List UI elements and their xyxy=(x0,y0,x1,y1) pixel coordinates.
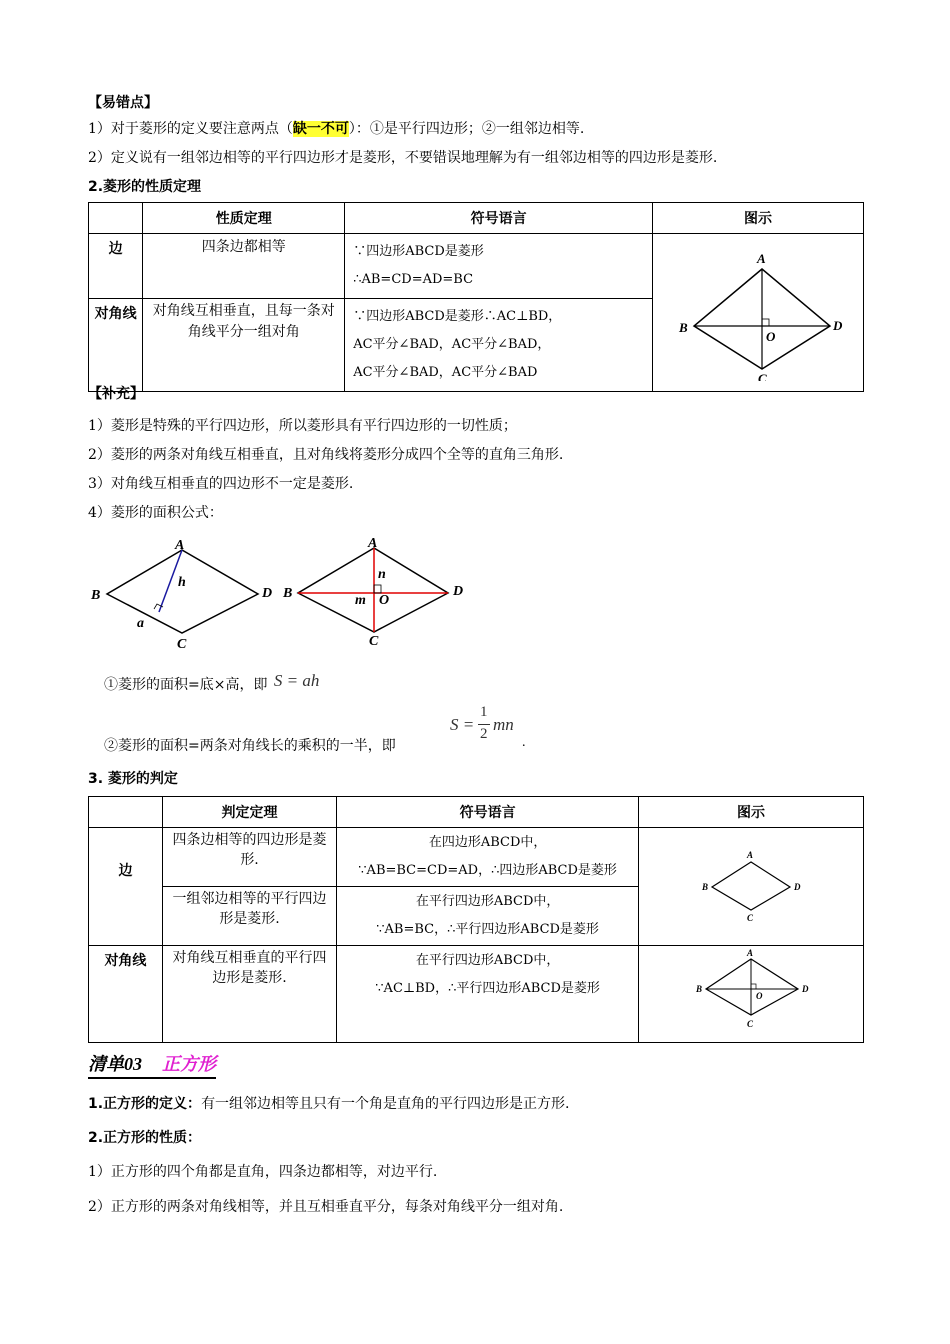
area2-numerator: 1 xyxy=(480,704,488,720)
judg-r1-theorem: 四条边相等的四边形是菱形. xyxy=(162,828,336,887)
small2-label-a: A xyxy=(747,948,754,958)
th-empty xyxy=(89,203,143,234)
sym-line: ∵AC⊥BD，∴平行四边形ABCD是菱形 xyxy=(375,981,600,996)
row-diag-theorem: 对角线互相垂直，且每一条对角线平分一组对角 xyxy=(143,299,345,392)
sym-line: ∵AB=BC=CD=AD，∴四边形ABCD是菱形 xyxy=(358,863,617,878)
rhombus-diagonal-figure xyxy=(298,548,448,632)
fig2-label-d: D xyxy=(453,584,464,599)
properties-figure-cell xyxy=(653,234,864,392)
center-right-angle xyxy=(374,585,381,593)
small2-label-o: O xyxy=(756,991,763,1001)
supplement-line-1: 1）菱形是特殊的平行四边形，所以菱形具有平行四边形的一切性质； xyxy=(88,418,517,434)
label-a: A xyxy=(757,250,766,266)
right-angle-mark xyxy=(762,319,769,326)
row-diag-symbol xyxy=(345,299,653,392)
supplement-line-3: 3）对角线互相垂直的四边形不一定是菱形. xyxy=(88,476,354,492)
fig1-label-h: h xyxy=(178,575,186,590)
th-symbol: 符号语言 xyxy=(337,797,639,828)
square-def-label: 1.正方形的定义： xyxy=(88,1096,202,1112)
mistake-line-2: 2）定义说有一组邻边相等的平行四边形才是菱形，不要错误地理解为有一组邻边相等的四边形是菱形. xyxy=(88,150,718,166)
small-label-a: A xyxy=(747,849,754,860)
sym-line: ∵四边形ABCD是菱形 xyxy=(353,244,484,259)
rhombus-figure-small xyxy=(640,830,862,940)
judgment-table xyxy=(88,796,864,1043)
small2-label-c: C xyxy=(747,1019,754,1029)
supplement-heading: 【补充】 xyxy=(88,386,144,402)
fig1-label-a-small: a xyxy=(137,616,144,631)
small-label-d: D xyxy=(794,881,801,892)
label-d: D xyxy=(833,317,843,333)
rhombus-diag-figure-small xyxy=(640,947,862,1037)
fig1-label-b: B xyxy=(91,588,101,603)
row-diag-label: 对角线 xyxy=(89,299,143,392)
judg-figure-1-cell xyxy=(639,828,864,946)
sym-line: ∵AB=BC，∴平行四边形ABCD是菱形 xyxy=(376,922,599,937)
area2-s: S = xyxy=(450,715,475,734)
fig1-label-c: C xyxy=(177,637,187,652)
th-figure: 图示 xyxy=(639,797,864,828)
small2-label-b: B xyxy=(696,984,703,994)
row-side-theorem: 四条边都相等 xyxy=(143,234,345,299)
supplement-line-2: 2）菱形的两条对角线互相垂直，且对角线将菱形分成四个全等的直角三角形. xyxy=(88,447,564,463)
area2-period: . xyxy=(522,735,526,750)
square-def-text: 有一组邻边相等且只有一个角是直角的平行四边形是正方形. xyxy=(201,1096,570,1112)
th-figure: 图示 xyxy=(653,203,864,234)
th-empty xyxy=(89,797,163,828)
section-subtitle: 正方形 xyxy=(162,1054,216,1074)
fig2-label-o: O xyxy=(379,593,390,608)
fig1-label-d: D xyxy=(262,586,273,601)
judg-figure-2-cell xyxy=(639,946,864,1043)
area1-text: ①菱形的面积=底×高，即 xyxy=(104,677,268,693)
small-right-angle xyxy=(751,984,756,989)
area-formula-2 xyxy=(450,705,530,755)
area-formula-1 xyxy=(104,671,320,694)
fig2-label-b: B xyxy=(283,586,293,601)
area2-denominator: 2 xyxy=(480,726,488,742)
label-c: C xyxy=(758,370,767,381)
small-label-c: C xyxy=(747,912,754,923)
sym-line: 在平行四边形ABCD中， xyxy=(415,894,560,909)
section-title xyxy=(88,1050,216,1079)
fig2-label-m: m xyxy=(355,593,366,608)
judg-r3-theorem: 对角线互相垂直的平行四边形是菱形. xyxy=(162,946,336,1043)
square-prop-2: 2）正方形的两条对角线相等，并且互相垂直平分，每条对角线平分一组对角. xyxy=(88,1199,564,1215)
square-prop-1: 1）正方形的四个角都是直角，四条边都相等，对边平行. xyxy=(88,1164,438,1180)
judgment-heading: 3. 菱形的判定 xyxy=(88,771,178,787)
small-label-b: B xyxy=(702,881,709,892)
properties-heading: 2.菱形的性质定理 xyxy=(88,179,202,195)
fig2-label-n: n xyxy=(378,567,386,582)
th-theorem: 判定定理 xyxy=(162,797,336,828)
square-prop-heading: 2.正方形的性质： xyxy=(88,1130,202,1146)
judg-r2-theorem: 一组邻边相等的平行四边形是菱形. xyxy=(162,887,336,946)
sym-line: AC平分∠BAD，AC平分∠BAD， xyxy=(353,337,551,352)
fraction-bar xyxy=(478,724,490,725)
sym-line: 在平行四边形ABCD中， xyxy=(415,953,560,968)
label-o: O xyxy=(766,328,776,344)
supplement-line-4: 4）菱形的面积公式： xyxy=(88,505,223,521)
section-number: 清单03 xyxy=(88,1054,142,1074)
judg-diag-label: 对角线 xyxy=(89,946,163,1043)
rhombus-height-figure xyxy=(107,550,258,633)
properties-table xyxy=(88,202,864,392)
sym-line: ∴AB=CD=AD=BC xyxy=(353,272,474,287)
judg-r2-symbol xyxy=(337,887,639,946)
judg-r1-symbol xyxy=(337,828,639,887)
sym-line: 在四边形ABCD中， xyxy=(428,835,547,850)
area-figures xyxy=(85,530,485,655)
area-formula-2-text: ②菱形的面积=两条对角线长的乘积的一半，即 xyxy=(104,738,396,754)
small2-label-d: D xyxy=(802,984,809,994)
fig1-label-a: A xyxy=(175,538,185,553)
mistake-line-1-post: ）：①是平行四边形；②一组邻边相等. xyxy=(348,121,585,137)
rhombus-figure xyxy=(654,241,862,381)
th-symbol: 符号语言 xyxy=(345,203,653,234)
mistake-line-1-pre: 1）对于菱形的定义要注意两点（ xyxy=(88,121,293,137)
small-rhombus xyxy=(712,862,790,910)
easy-mistakes-heading: 【易错点】 xyxy=(88,95,158,111)
label-b: B xyxy=(679,319,688,335)
fig2-label-a: A xyxy=(368,536,378,551)
sym-line: AC平分∠BAD，AC平分∠BAD xyxy=(353,365,538,380)
judg-side-label: 边 xyxy=(89,828,163,946)
small-rhombus-2 xyxy=(706,959,798,1015)
highlight-text: 缺一不可 xyxy=(292,121,349,137)
area2-mn: mn xyxy=(493,715,514,734)
area1-formula: S = ah xyxy=(273,671,320,690)
row-side-symbol xyxy=(345,234,653,299)
th-theorem: 性质定理 xyxy=(143,203,345,234)
row-side-label: 边 xyxy=(89,234,143,299)
judg-r3-symbol xyxy=(337,946,639,1043)
fig2-label-c: C xyxy=(369,634,379,649)
sym-line: ∵四边形ABCD是菱形∴AC⊥BD， xyxy=(353,309,562,324)
mistake-line-1 xyxy=(88,118,584,138)
square-definition xyxy=(88,1093,570,1113)
